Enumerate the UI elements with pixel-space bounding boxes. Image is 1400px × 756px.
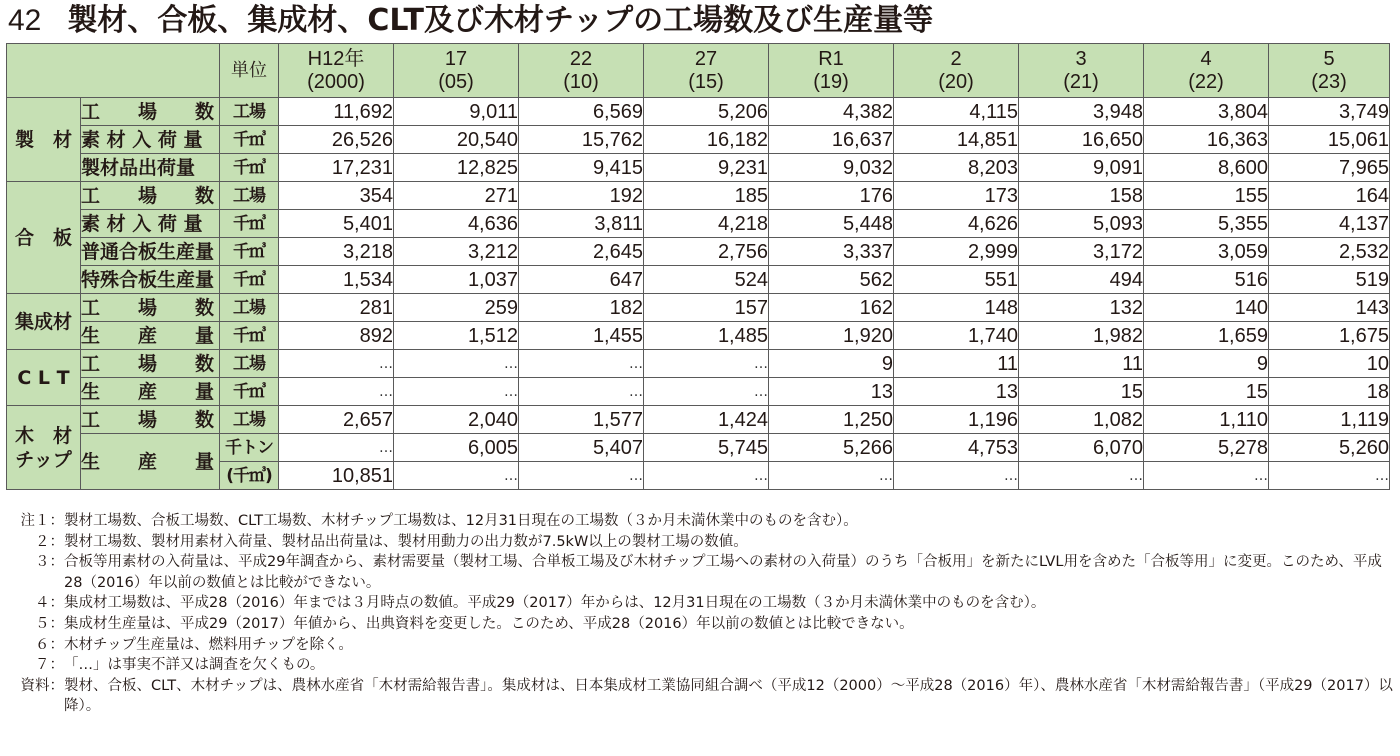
value-cell: 5,266 — [769, 434, 894, 462]
value-cell: 3,337 — [769, 238, 894, 266]
value-cell: 1,110 — [1144, 406, 1269, 434]
title-text: 製材、合板、集成材、CLT及び木材チップの工場数及び生産量等 — [67, 3, 934, 38]
value-cell: 4,382 — [769, 98, 894, 126]
value-cell: 173 — [894, 182, 1019, 210]
value-cell: 3,749 — [1269, 98, 1390, 126]
item-label: 生 産 量 — [81, 322, 220, 350]
value-cell: 9 — [769, 350, 894, 378]
table-row — [7, 406, 1390, 434]
note-label: ５： — [35, 615, 64, 632]
year-header: 27 (15) — [644, 44, 769, 98]
category-label: 木 材 チップ — [7, 406, 81, 490]
table-row — [7, 182, 1390, 210]
value-cell: 9,231 — [644, 154, 769, 182]
value-cell: 1,920 — [769, 322, 894, 350]
note-text: 木材チップ生産量は、燃料用チップを除く。 — [64, 636, 353, 653]
title-number: 42 — [8, 4, 42, 37]
value-cell: 1,577 — [519, 406, 644, 434]
item-label: 工 場 数 — [81, 350, 220, 378]
item-label: 工 場 数 — [81, 182, 220, 210]
value-cell: 2,040 — [394, 406, 519, 434]
value-cell: 5,407 — [519, 434, 644, 462]
year-header: H12年 (2000) — [279, 44, 394, 98]
value-cell: 1,196 — [894, 406, 1019, 434]
value-cell: 6,070 — [1019, 434, 1144, 462]
value-cell: 2,999 — [894, 238, 1019, 266]
value-cell: … — [519, 350, 644, 378]
value-cell: 562 — [769, 266, 894, 294]
note-label: ６： — [35, 636, 64, 653]
year-header: 22 (10) — [519, 44, 644, 98]
item-label: 生 産 量 — [81, 378, 220, 406]
value-cell: … — [394, 378, 519, 406]
value-cell: 5,278 — [1144, 434, 1269, 462]
table-row — [7, 238, 1390, 266]
year-header: 17 (05) — [394, 44, 519, 98]
table-row — [7, 210, 1390, 238]
note-item — [6, 614, 1396, 635]
item-label: 工 場 数 — [81, 406, 220, 434]
value-cell: 143 — [1269, 294, 1390, 322]
value-cell: 15 — [1019, 378, 1144, 406]
value-cell: 11 — [894, 350, 1019, 378]
value-cell: 182 — [519, 294, 644, 322]
value-cell: 9,091 — [1019, 154, 1144, 182]
unit-cell: 千㎥ — [220, 322, 279, 350]
value-cell: 132 — [1019, 294, 1144, 322]
production-table — [6, 43, 1390, 490]
unit-cell: (千㎥) — [220, 462, 279, 490]
value-cell: 1,659 — [1144, 322, 1269, 350]
unit-cell: 千㎥ — [220, 154, 279, 182]
unit-header: 単位 — [220, 44, 279, 98]
value-cell: 9,415 — [519, 154, 644, 182]
value-cell: 162 — [769, 294, 894, 322]
value-cell: 9 — [1144, 350, 1269, 378]
value-cell: 11,692 — [279, 98, 394, 126]
value-cell: 271 — [394, 182, 519, 210]
year-header: 4 (22) — [1144, 44, 1269, 98]
value-cell: 647 — [519, 266, 644, 294]
unit-cell: 千㎥ — [220, 210, 279, 238]
table-row — [7, 378, 1390, 406]
value-cell: 13 — [769, 378, 894, 406]
note-text: 集成材生産量は、平成29（2017）年値から、出典資料を変更した。このため、平成28（2016）年以前の数値とは比較できない。 — [64, 615, 914, 632]
value-cell: 5,206 — [644, 98, 769, 126]
value-cell: 3,059 — [1144, 238, 1269, 266]
category-label: 製 材 — [7, 98, 81, 182]
table-row — [7, 154, 1390, 182]
note-item — [6, 511, 1396, 532]
value-cell: 5,448 — [769, 210, 894, 238]
value-cell: 4,626 — [894, 210, 1019, 238]
value-cell: … — [394, 350, 519, 378]
table-body — [7, 98, 1390, 490]
value-cell: 3,804 — [1144, 98, 1269, 126]
item-label: 工 場 数 — [81, 294, 220, 322]
value-cell: 18 — [1269, 378, 1390, 406]
value-cell: 15,762 — [519, 126, 644, 154]
value-cell: 519 — [1269, 266, 1390, 294]
value-cell: 1,982 — [1019, 322, 1144, 350]
note-item — [6, 532, 1396, 553]
value-cell: 1,534 — [279, 266, 394, 294]
unit-cell: 千㎥ — [220, 238, 279, 266]
value-cell: … — [1144, 462, 1269, 490]
note-text: 製材工場数、製材用素材入荷量、製材品出荷量は、製材用動力の出力数が7.5kW以上の製材工場の数値。 — [64, 533, 748, 550]
value-cell: 140 — [1144, 294, 1269, 322]
table-row — [7, 294, 1390, 322]
value-cell: 16,182 — [644, 126, 769, 154]
value-cell: … — [1019, 462, 1144, 490]
value-cell: … — [644, 462, 769, 490]
value-cell: … — [394, 462, 519, 490]
value-cell: 16,637 — [769, 126, 894, 154]
note-label: 注１： — [20, 513, 64, 529]
value-cell: 4,115 — [894, 98, 1019, 126]
value-cell: … — [279, 434, 394, 462]
page-title — [8, 0, 933, 42]
value-cell: 176 — [769, 182, 894, 210]
note-item — [6, 593, 1396, 614]
value-cell: 20,540 — [394, 126, 519, 154]
value-cell: … — [644, 378, 769, 406]
value-cell: 10,851 — [279, 462, 394, 490]
value-cell: 164 — [1269, 182, 1390, 210]
value-cell: 13 — [894, 378, 1019, 406]
unit-cell: 工場 — [220, 350, 279, 378]
table-row — [7, 126, 1390, 154]
value-cell: 2,532 — [1269, 238, 1390, 266]
value-cell: 1,424 — [644, 406, 769, 434]
value-cell: 3,212 — [394, 238, 519, 266]
table-row — [7, 350, 1390, 378]
value-cell: 1,082 — [1019, 406, 1144, 434]
value-cell: 1,250 — [769, 406, 894, 434]
value-cell: 4,218 — [644, 210, 769, 238]
year-header: 5 (23) — [1269, 44, 1390, 98]
value-cell: 14,851 — [894, 126, 1019, 154]
unit-cell: 千トン — [220, 434, 279, 462]
note-item — [6, 635, 1396, 656]
table-row — [7, 434, 1390, 462]
note-item — [6, 552, 1396, 593]
item-label: 普通合板生産量 — [81, 238, 220, 266]
value-cell: 7,965 — [1269, 154, 1390, 182]
value-cell: 2,756 — [644, 238, 769, 266]
value-cell: 259 — [394, 294, 519, 322]
category-label: 集成材 — [7, 294, 81, 350]
value-cell: 1,512 — [394, 322, 519, 350]
value-cell: 3,948 — [1019, 98, 1144, 126]
value-cell: 8,203 — [894, 154, 1019, 182]
item-label: 製材品出荷量 — [81, 154, 220, 182]
unit-cell: 千㎥ — [220, 126, 279, 154]
value-cell: 5,401 — [279, 210, 394, 238]
unit-cell: 千㎥ — [220, 266, 279, 294]
note-text: 製材工場数、合板工場数、CLT工場数、木材チップ工場数は、12月31日現在の工場数（３か月未満休業中のものを含む）。 — [64, 513, 858, 529]
value-cell: … — [769, 462, 894, 490]
value-cell: 354 — [279, 182, 394, 210]
table-row — [7, 322, 1390, 350]
value-cell: 12,825 — [394, 154, 519, 182]
unit-cell: 工場 — [220, 406, 279, 434]
value-cell: 1,119 — [1269, 406, 1390, 434]
value-cell: 9,032 — [769, 154, 894, 182]
value-cell: 1,037 — [394, 266, 519, 294]
unit-cell: 工場 — [220, 294, 279, 322]
value-cell: … — [644, 350, 769, 378]
notes — [6, 511, 1396, 717]
value-cell: 5,745 — [644, 434, 769, 462]
value-cell: 5,355 — [1144, 210, 1269, 238]
value-cell: 6,569 — [519, 98, 644, 126]
value-cell: 8,600 — [1144, 154, 1269, 182]
note-label: 資料： — [20, 677, 64, 694]
value-cell: 1,740 — [894, 322, 1019, 350]
note-item — [6, 676, 1396, 717]
value-cell: 155 — [1144, 182, 1269, 210]
value-cell: 10 — [1269, 350, 1390, 378]
note-label: ３： — [35, 554, 64, 571]
item-label: 特殊合板生産量 — [81, 266, 220, 294]
year-header: R1 (19) — [769, 44, 894, 98]
year-header: 3 (21) — [1019, 44, 1144, 98]
note-item — [6, 655, 1396, 676]
value-cell: … — [1269, 462, 1390, 490]
value-cell: 15 — [1144, 378, 1269, 406]
value-cell: 1,675 — [1269, 322, 1390, 350]
note-label: ２： — [35, 533, 64, 550]
value-cell: 17,231 — [279, 154, 394, 182]
table-row — [7, 266, 1390, 294]
value-cell: 16,650 — [1019, 126, 1144, 154]
value-cell: … — [279, 378, 394, 406]
note-text: 「…」は事実不詳又は調査を欠くもの。 — [64, 657, 325, 674]
value-cell: 158 — [1019, 182, 1144, 210]
value-cell: 11 — [1019, 350, 1144, 378]
category-label: 合 板 — [7, 182, 81, 294]
item-label: 素 材 入 荷 量 — [81, 126, 220, 154]
header-row — [7, 44, 1390, 98]
value-cell: 4,636 — [394, 210, 519, 238]
value-cell: 551 — [894, 266, 1019, 294]
item-label: 工 場 数 — [81, 98, 220, 126]
header-blank — [7, 44, 220, 98]
value-cell: 6,005 — [394, 434, 519, 462]
value-cell: 192 — [519, 182, 644, 210]
unit-cell: 千㎥ — [220, 378, 279, 406]
item-label: 素 材 入 荷 量 — [81, 210, 220, 238]
value-cell: … — [519, 462, 644, 490]
value-cell: 892 — [279, 322, 394, 350]
value-cell: 15,061 — [1269, 126, 1390, 154]
category-label: C L T — [7, 350, 81, 406]
value-cell: 524 — [644, 266, 769, 294]
value-cell: 26,526 — [279, 126, 394, 154]
table-row — [7, 98, 1390, 126]
note-text: 合板等用素材の入荷量は、平成29年調査から、素材需要量（製材工場、合単板工場及び木材チップ工場への素材の入荷量）のうち「合板用」を新たにLVL用を含めた「合板等用」に変更。このため、平成28（2016）年以前の数値とは比較ができない。 — [64, 554, 1382, 591]
value-cell: 3,218 — [279, 238, 394, 266]
value-cell: 4,137 — [1269, 210, 1390, 238]
value-cell: 148 — [894, 294, 1019, 322]
note-text: 集成材工場数は、平成28（2016）年までは３月時点の数値。平成29（2017）年からは、12月31日現在の工場数（３か月未満休業中のものを含む）。 — [64, 595, 1046, 612]
unit-cell: 工場 — [220, 98, 279, 126]
unit-cell: 工場 — [220, 182, 279, 210]
value-cell: 3,172 — [1019, 238, 1144, 266]
value-cell: 1,485 — [644, 322, 769, 350]
value-cell: … — [519, 378, 644, 406]
value-cell: 494 — [1019, 266, 1144, 294]
value-cell: … — [894, 462, 1019, 490]
value-cell: 2,645 — [519, 238, 644, 266]
item-label: 生 産 量 — [81, 434, 220, 490]
value-cell: 2,657 — [279, 406, 394, 434]
year-header: 2 (20) — [894, 44, 1019, 98]
value-cell: 3,811 — [519, 210, 644, 238]
note-text: 製材、合板、CLT、木材チップは、農林水産省「木材需給報告書」。集成材は、日本集成材工業協同組合調べ（平成12（2000）～平成28（2016）年）、農林水産省「木材需給報告書」（平成29（2017）以降）。 — [64, 677, 1393, 715]
value-cell: 516 — [1144, 266, 1269, 294]
value-cell: 1,455 — [519, 322, 644, 350]
value-cell: 185 — [644, 182, 769, 210]
note-label: ４： — [35, 595, 64, 612]
value-cell: 281 — [279, 294, 394, 322]
value-cell: 4,753 — [894, 434, 1019, 462]
value-cell: … — [279, 350, 394, 378]
value-cell: 9,011 — [394, 98, 519, 126]
value-cell: 5,093 — [1019, 210, 1144, 238]
value-cell: 157 — [644, 294, 769, 322]
value-cell: 5,260 — [1269, 434, 1390, 462]
value-cell: 16,363 — [1144, 126, 1269, 154]
note-label: ７： — [35, 657, 64, 674]
